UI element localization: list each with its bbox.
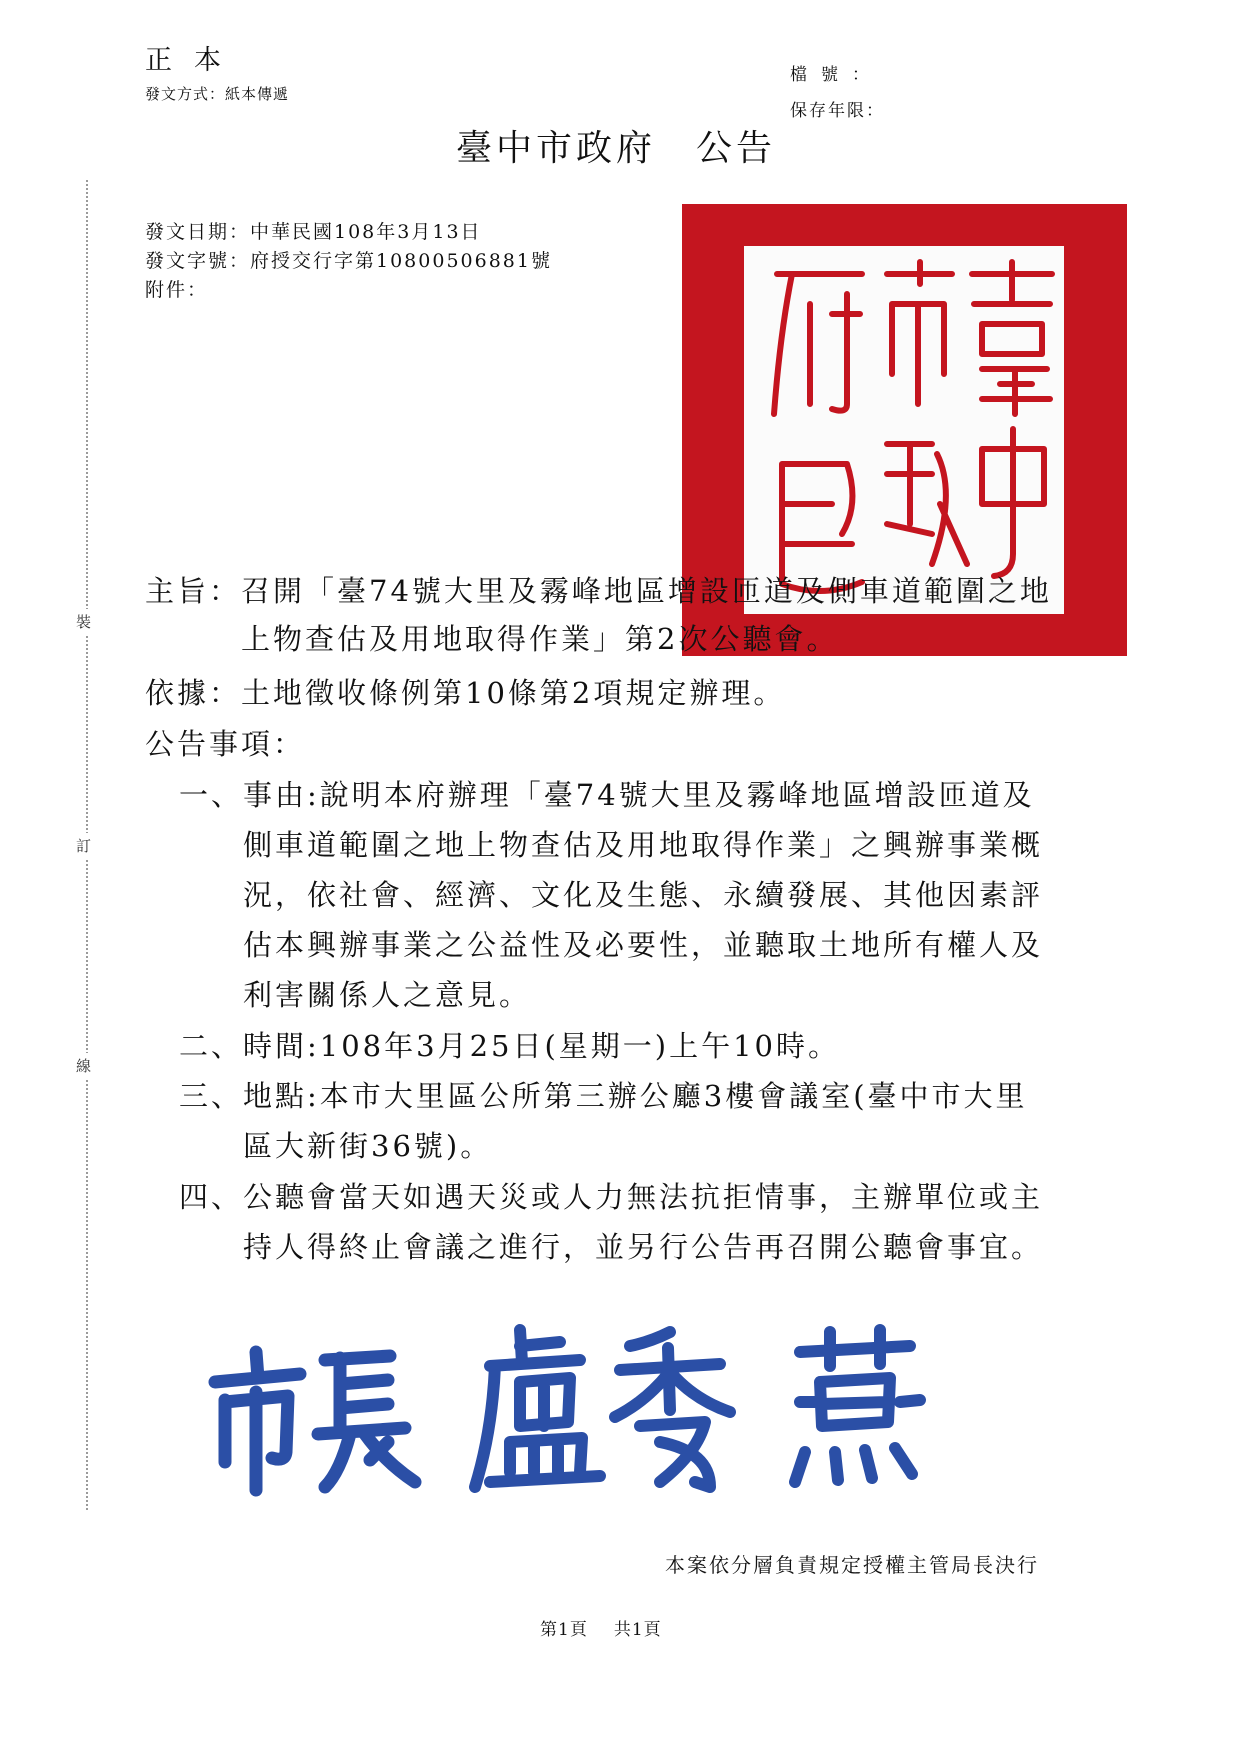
document-type: 公告 (696, 128, 777, 169)
item-1-line-4: 估本興辦事業之公益性及必要性，並聽取土地所有權人及 (243, 928, 1044, 962)
subject-line-1: 主旨：召開「臺74號大里及霧峰地區增設匝道及側車道範圍之地 (145, 574, 1052, 608)
send-method: 發文方式：紙本傳遞 (145, 85, 290, 103)
delegation-note: 本案依分層負責規定授權主管局長決行 (665, 1553, 1039, 1577)
file-number-label: 檔號： (790, 65, 883, 85)
copy-mark: 正本 (145, 45, 243, 76)
page-total: 共1頁 (613, 1620, 662, 1640)
item-3-line-1: 三、地點:本市大里區公所第三辦公廳3樓會議室(臺中市大里 (179, 1079, 1028, 1113)
item-4-line-2: 持人得終止會議之進行，並另行公告再召開公聽會事宜。 (243, 1230, 1044, 1264)
binding-mark-zhuang: 裝 (76, 609, 91, 634)
document-meta (145, 218, 552, 305)
item-3-line-2: 區大新街36號)。 (243, 1129, 493, 1163)
issue-date: 發文日期：中華民國108年3月13日 (145, 221, 482, 243)
attachment-label: 附件： (145, 279, 209, 301)
document-title (456, 120, 776, 171)
item-4-line-1: 四、公聽會當天如遇天災或人力無法抗拒情事，主辦單位或主 (179, 1180, 1044, 1214)
reference-number: 發文字號：府授交行字第10800506881號 (145, 250, 552, 272)
issuing-organization: 臺中市政府 (456, 128, 657, 169)
item-1-line-3: 況，依社會、經濟、文化及生態、永續發展、其他因素評 (243, 878, 1044, 912)
item-1-line-2: 側車道範圍之地上物查估及用地取得作業」之興辦事業概 (243, 828, 1044, 862)
basis-line: 依據：土地徵收條例第10條第2項規定辦理。 (145, 676, 786, 710)
page-current: 第1頁 (540, 1620, 588, 1640)
notice-heading: 公告事項： (145, 727, 306, 761)
item-1-line-5: 利害關係人之意見。 (243, 978, 532, 1012)
item-1-line-1: 一、事由:說明本府辦理「臺74號大里及霧峰地區增設匝道及 (179, 778, 1035, 812)
retention-period-label: 保存年限： (790, 101, 885, 121)
signature-brush-icon (190, 1322, 1010, 1502)
binding-mark-ding: 訂 (76, 833, 91, 858)
item-2-line-1: 二、時間:108年3月25日(星期一)上午10時。 (179, 1029, 841, 1063)
binding-mark-xian: 線 (76, 1053, 91, 1078)
page-number (540, 1615, 662, 1640)
subject-line-2: 上物查估及用地取得作業」第2次公聽會。 (241, 622, 839, 656)
mayor-signature-stamp (190, 1322, 1010, 1506)
